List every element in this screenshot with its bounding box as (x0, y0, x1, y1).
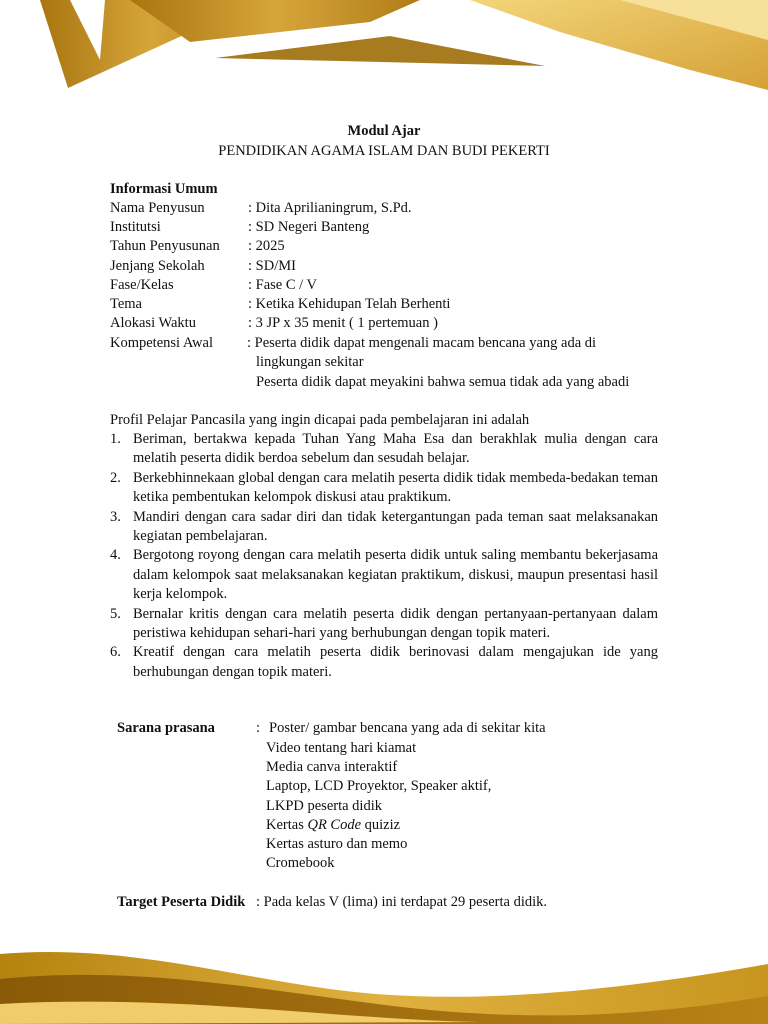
sarana-item: Laptop, LCD Proyektor, Speaker aktif, (266, 778, 492, 794)
sarana-item: Kertas asturo dan memo (266, 836, 408, 852)
sarana-item-kertas-qr (266, 816, 400, 835)
sarana-item: Media canva interaktif (266, 759, 398, 775)
list-item (110, 605, 658, 644)
doc-subtitle: PENDIDIKAN AGAMA ISLAM DAN BUDI PEKERTI (218, 143, 550, 159)
info-value: : SD/MI (248, 258, 296, 274)
info-heading: Informasi Umum (110, 181, 218, 197)
sarana-item: LKPD peserta didik (266, 798, 382, 814)
list-item (110, 643, 658, 682)
kompetensi-line-2: lingkungan sekitar (256, 354, 364, 370)
list-number: 5. (110, 605, 121, 622)
info-label: Fase/Kelas (110, 277, 174, 293)
doc-title: Modul Ajar (347, 123, 421, 139)
info-label: Alokasi Waktu (110, 315, 196, 331)
profil-intro: Profil Pelajar Pancasila yang ingin dicapai pada pembelajaran ini adalah (110, 412, 530, 428)
info-label: Jenjang Sekolah (110, 258, 205, 274)
list-text: Bernalar kritis dengan cara melatih peserta didik dengan pertanyaan-pertanyaan dalam peristiwa kehidupan sehari-hari yang berhubungan dengan topik materi. (133, 605, 658, 642)
sarana-item: Video tentang hari kiamat (266, 740, 417, 756)
list-number: 6. (110, 644, 121, 661)
kompetensi-line-1: : Peserta didik dapat mengenali macam bencana yang ada di (247, 335, 597, 351)
target-label: Target Peserta Didik (117, 894, 246, 910)
list-number: 3. (110, 508, 121, 525)
list-text: Beriman, bertakwa kepada Tuhan Yang Maha Esa dan berakhlak mulia dengan cara melatih peserta didik berdoa sebelum dan sesudah belajar. (133, 431, 658, 467)
info-label: Nama Penyusun (110, 200, 205, 216)
list-number: 4. (110, 547, 121, 564)
kompetensi-line-3: Peserta didik dapat meyakini bahwa semua tidak ada yang abadi (256, 374, 630, 390)
list-item (110, 546, 658, 604)
info-value: : Dita Aprilianingrum, S.Pd. (248, 200, 412, 216)
info-label: Tahun Penyusunan (110, 238, 220, 254)
sarana-label: Sarana prasana (117, 720, 215, 736)
list-item (110, 508, 658, 547)
list-item (110, 430, 658, 469)
info-label: Tema (110, 296, 142, 312)
list-text: Mandiri dengan cara sadar diri dan tidak ketergantungan pada teman saat melaksanakan kegiatan pembelajaran. (133, 508, 658, 545)
target-value: : Pada kelas V (lima) ini terdapat 29 peserta didik. (256, 894, 547, 910)
info-value: : Ketika Kehidupan Telah Berhenti (248, 296, 451, 312)
bottom-gold-decoration (0, 934, 768, 1024)
kompetensi-label: Kompetensi Awal (110, 335, 213, 351)
kertas-suffix: quiziz (361, 817, 401, 833)
sarana-item: Cromebook (266, 855, 335, 871)
sarana-colon: : (256, 720, 261, 736)
kertas-prefix: Kertas (266, 817, 308, 833)
top-gold-decoration (0, 0, 768, 110)
info-label: Institutsi (110, 219, 161, 235)
info-value: : SD Negeri Banteng (248, 219, 370, 235)
list-number: 2. (110, 469, 121, 486)
sarana-item: Poster/ gambar bencana yang ada di sekitar kita (269, 720, 546, 736)
info-value: : 3 JP x 35 menit ( 1 pertemuan ) (248, 315, 438, 331)
info-value: : 2025 (248, 238, 285, 254)
list-item (110, 469, 658, 508)
list-number: 1. (110, 431, 121, 447)
qr-code-text: QR Code (307, 817, 362, 833)
list-text: Bergotong royong dengan cara melatih peserta didik untuk saling membantu bekerjasama dalam kelompok saat melaksanakan kegiatan praktikum, diskusi, maupun presentasi hasil kerja kelompok. (133, 547, 658, 603)
profil-list (110, 430, 658, 682)
info-value: : Fase C / V (248, 277, 318, 293)
list-text: Kreatif dengan cara melatih peserta didik berinovasi dalam mengajukan ide yang berhubungan dengan topik materi. (133, 644, 658, 680)
list-text: Berkebhinnekaan global dengan cara melatih peserta didik tidak membeda-bedakan teman ketika pembentukan kelompok diskusi atau praktikum. (133, 469, 658, 506)
